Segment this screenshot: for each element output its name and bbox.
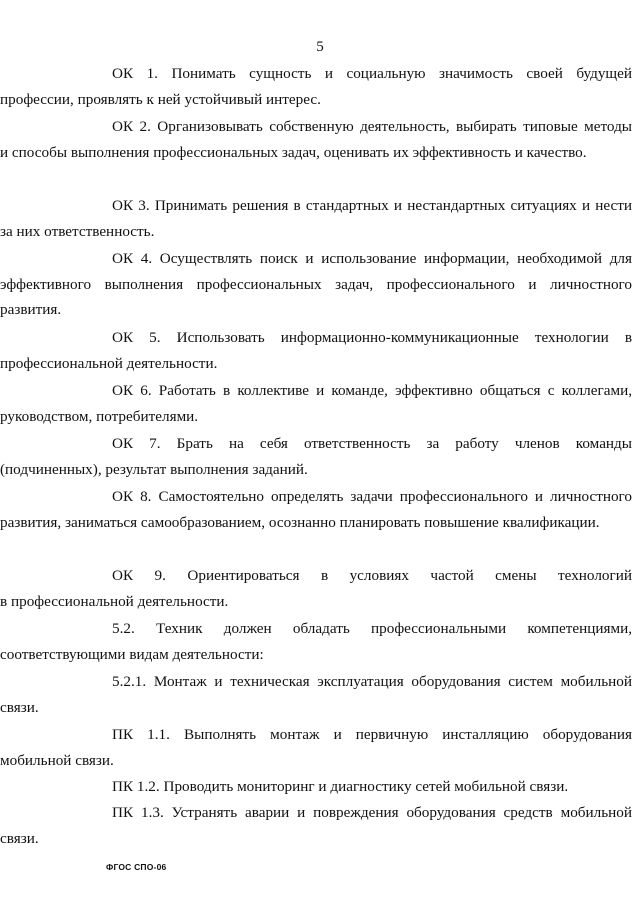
paragraph-pk1-1 — [0, 722, 632, 773]
paragraph-continuation: и способы выполнения профессиональных задач, оценивать их эффективность и качество. — [0, 143, 587, 161]
paragraph-continuation: профессии, проявлять к ней устойчивый интерес. — [0, 90, 321, 108]
paragraph-ok8 — [0, 484, 632, 535]
paragraph-continuation: развития, заниматься самообразованием, осознанно планировать повышение квалификации. — [0, 513, 600, 531]
paragraph-pk1-3 — [0, 800, 632, 851]
paragraph-continuation: за них ответственность. — [0, 222, 155, 240]
paragraph-continuation: связи. — [0, 698, 39, 716]
paragraph-continuation: в профессиональной деятельности. — [0, 592, 229, 610]
paragraph-first-line: ОК 1. Понимать сущность и социальную значимость своей будущей — [112, 65, 632, 82]
paragraph-first-line: ОК 9. Ориентироваться в условиях частой смены технологий — [112, 567, 632, 584]
paragraph-continuation: мобильной связи. — [0, 751, 114, 769]
paragraph-first-line: ОК 2. Организовывать собственную деятельность, выбирать типовые методы — [112, 118, 632, 135]
paragraph-first-line: ОК 4. Осуществлять поиск и использование информации, необходимой для — [112, 250, 632, 267]
paragraph-continuation: руководством, потребителями. — [0, 407, 199, 425]
paragraph-first-line: ОК 5. Использовать информационно-коммуникационные технологии в — [112, 329, 632, 346]
paragraph-continuation: (подчиненных), результат выполнения заданий. — [0, 460, 308, 478]
footer-code: ФГОС СПО-06 — [106, 862, 167, 872]
paragraph-ok1 — [0, 61, 632, 112]
paragraph-first-line: ОК 7. Брать на себя ответственность за работу членов команды — [112, 435, 632, 452]
paragraph-continuation: связи. — [0, 829, 39, 847]
paragraph-ok3 — [0, 193, 632, 244]
paragraph-first-line: ОК 3. Принимать решения в стандартных и нестандартных ситуациях и нести — [112, 197, 632, 214]
paragraph-ok9 — [0, 563, 632, 614]
paragraph-first-line: ОК 8. Самостоятельно определять задачи профессионального и личностного — [112, 488, 632, 505]
paragraph-ok2 — [0, 114, 632, 165]
page-number: 5 — [316, 39, 324, 55]
paragraph-ok6 — [0, 378, 632, 429]
paragraph-first-line: 5.2. Техник должен обладать профессиональными компетенциями, — [112, 620, 632, 637]
paragraph-section-5-2-1 — [0, 669, 632, 720]
paragraph-section-5-2 — [0, 616, 632, 667]
paragraph-first-line: ПК 1.2. Проводить мониторинг и диагностику сетей мобильной связи. — [112, 778, 569, 795]
paragraph-continuation: соответствующими видам деятельности: — [0, 645, 264, 663]
paragraph-first-line: 5.2.1. Монтаж и техническая эксплуатация оборудования систем мобильной — [112, 673, 632, 690]
paragraph-ok5 — [0, 325, 632, 376]
paragraph-first-line: ОК 6. Работать в коллективе и команде, эффективно общаться с коллегами, — [112, 382, 632, 399]
paragraph-continuation: профессиональной деятельности. — [0, 354, 218, 372]
paragraph-pk1-2 — [112, 774, 632, 800]
paragraph-first-line: ПК 1.3. Устранять аварии и повреждения оборудования средств мобильной — [112, 804, 632, 821]
paragraph-ok4 — [0, 246, 632, 323]
paragraph-first-line: ПК 1.1. Выполнять монтаж и первичную инсталляцию оборудования — [112, 726, 632, 743]
paragraph-continuation: эффективного выполнения профессиональных задач, профессионального и личностного развития. — [0, 275, 632, 318]
paragraph-ok7 — [0, 431, 632, 482]
